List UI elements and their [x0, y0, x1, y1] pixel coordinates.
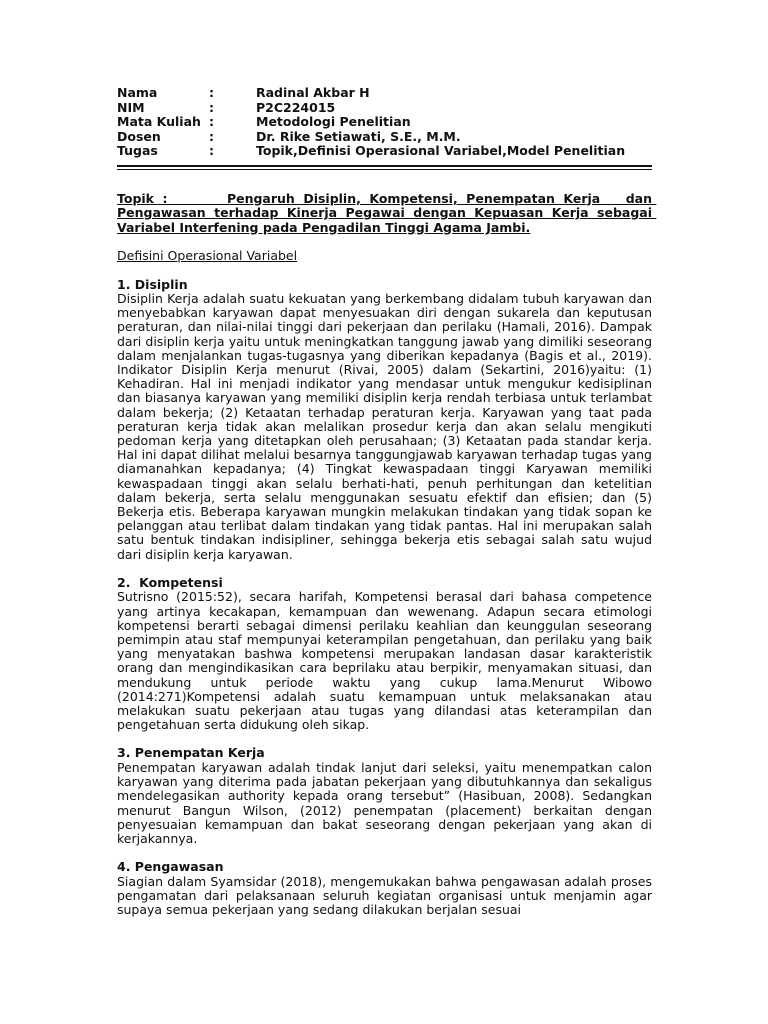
section-disiplin: [117, 278, 652, 562]
section-title: 2. Kompetensi: [117, 574, 223, 590]
section-paragraph: Penempatan karyawan adalah tindak lanjut dari seleksi, yaitu menempatkan calon karyawan yang diterima pada jabatan pekerjaan yang dibutuhkannya dan sekaligus mendelegasikan authority kepada orang tersebut” (Hasibuan, 2008). Sedangkan menurut Bangun Wilson, (2012) penempatan (placement) berkaitan dengan penyesuaian kemampuan dan bakat seseorang dengan pekerjaan yang akan di kerjakannya.: [117, 759, 652, 846]
topic-heading: Topik : Pengaruh Disiplin, Kompetensi, Penempatan Kerja dan Pengawasan terhadap Kinerja Pegawai dengan Kepuasan Kerja sebagai Variabel Interfening pada Pengadilan Tinggi Agama Jambi.: [117, 190, 657, 235]
info-value: Metodologi Penelitian: [256, 114, 411, 129]
section-paragraph: Sutrisno (2015:52), secara harifah, Kompetensi berasal dari bahasa competence yang artinya kecakapan, kemampuan dan wewenang. Adapun secara etimologi kompetensi berarti sebagai dimensi perilaku keahlian dan keunggulan seseorang pemimpin atau staf mempunyai keterampilan pengetahuan, dan perilaku yang baik yang menyatakan bashwa kompetensi merupakan landasan dasar karakteristik orang dan mengindikasikan cara beprilaku atau berpikir, menyamakan situasi, dan mendukung untuk periode waktu yang cukup lama.Menurut Wibowo (2014:271)Kompetensi adalah suatu kemampuan untuk melaksanakan atau melakukan suatu pekerjaan atau tugas yang dilandasi atas keterampilan dan pengetahuan serta didukung oleh sikap.: [117, 589, 652, 733]
student-info-table: [117, 86, 625, 159]
info-colon: :: [209, 143, 214, 158]
section-title: 1. Disiplin: [117, 276, 188, 292]
info-colon: :: [209, 114, 214, 129]
info-row-name: [117, 86, 625, 101]
section-pengawasan: [117, 860, 652, 917]
info-value: Radinal Akbar H: [256, 85, 370, 100]
info-row-nim: [117, 101, 625, 116]
info-row-lecturer: [117, 130, 625, 145]
info-value: Topik,Definisi Operasional Variabel,Model Penelitian: [256, 143, 626, 158]
header-divider: [117, 165, 652, 170]
info-colon: :: [209, 128, 214, 144]
section-title: 4. Pengawasan: [117, 859, 224, 875]
info-label: Tugas: [117, 143, 158, 158]
info-label: Nama: [117, 85, 158, 100]
info-value: Dr. Rike Setiawati, S.E., M.M.: [256, 128, 461, 144]
section-paragraph: Disiplin Kerja adalah suatu kekuatan yang berkembang didalam tubuh karyawan dan menyebabkan karyawan dapat menyesuakan diri dengan sukarela dan keputusan peraturan, dan nilai-nilai tinggi dari pekerjaan dan perilaku (Hamali, 2016). Dampak dari disiplin kerja yaitu untuk meningkatkan tanggung jawab yang dimiliki seseorang dalam menjalankan tugas-tugasnya yang diberikan kepadanya (Bagis et al., 2019). Indikator Disiplin Kerja menurut (Rivai, 2005) dalam (Sekartini, 2016)yaitu: (1) Kehadiran. Hal ini menjadi indikator yang mendasar untuk mengukur kedisiplinan dan biasanya karyawan yang memiliki disiplin kerja rendah terbiasa untuk terlambat dalam bekerja; (2) Ketaatan terhadap peraturan kerja. Karyawan yang taat pada peraturan kerja tidak akan melalikan prosedur kerja dan akan selalu mengikuti pedoman kerja yang ditetapkan oleh perusahaan; (3) Ketaatan pada standar kerja. Hal ini dapat dilihat melalui besarnya tanggungjawab karyawan terhadap tugas yang diamanahkan kepadanya; (4) Tingkat kewaspadaan tinggi Karyawan memiliki kewaspadaan tinggi akan selalu berhati-hati, penuh perhitungan dan ketelitian dalam bekerja, serta selalu menggunakan sesuatu efektif dan efisien; dan (5) Bekerja etis. Beberapa karyawan mungkin melakukan tindakan yang tidak sopan ke pelanggan atau terlibat dalam tindakan yang tidak pantas. Hal ini merupakan salah satu bentuk tindakan indisipliner, sehingga bekerja etis sebagai salah satu wujud dari disiplin kerja karyawan.: [117, 291, 652, 562]
info-label: NIM: [117, 99, 145, 115]
section-title: 3. Penempatan Kerja: [117, 745, 265, 761]
section-kompetensi: [117, 576, 652, 733]
section-paragraph: Siagian dalam Syamsidar (2018), mengemukakan bahwa pengawasan adalah proses pengamatan dari pelaksanaan seluruh kegiatan organisasi untuk menjamin agar supaya semua pekerjaan yang sedang dilakukan berjalan sesuai: [117, 873, 652, 918]
info-row-assignment: [117, 144, 625, 159]
section-penempatan-kerja: [117, 746, 652, 846]
info-colon: :: [209, 99, 214, 115]
document-page: [117, 85, 657, 918]
info-value: P2C224015: [256, 99, 336, 115]
info-colon: :: [209, 85, 214, 100]
info-label: Mata Kuliah: [117, 114, 201, 129]
info-label: Dosen: [117, 128, 161, 144]
definition-title: Defisini Operasional Variabel: [117, 248, 298, 263]
info-row-course: [117, 115, 625, 130]
